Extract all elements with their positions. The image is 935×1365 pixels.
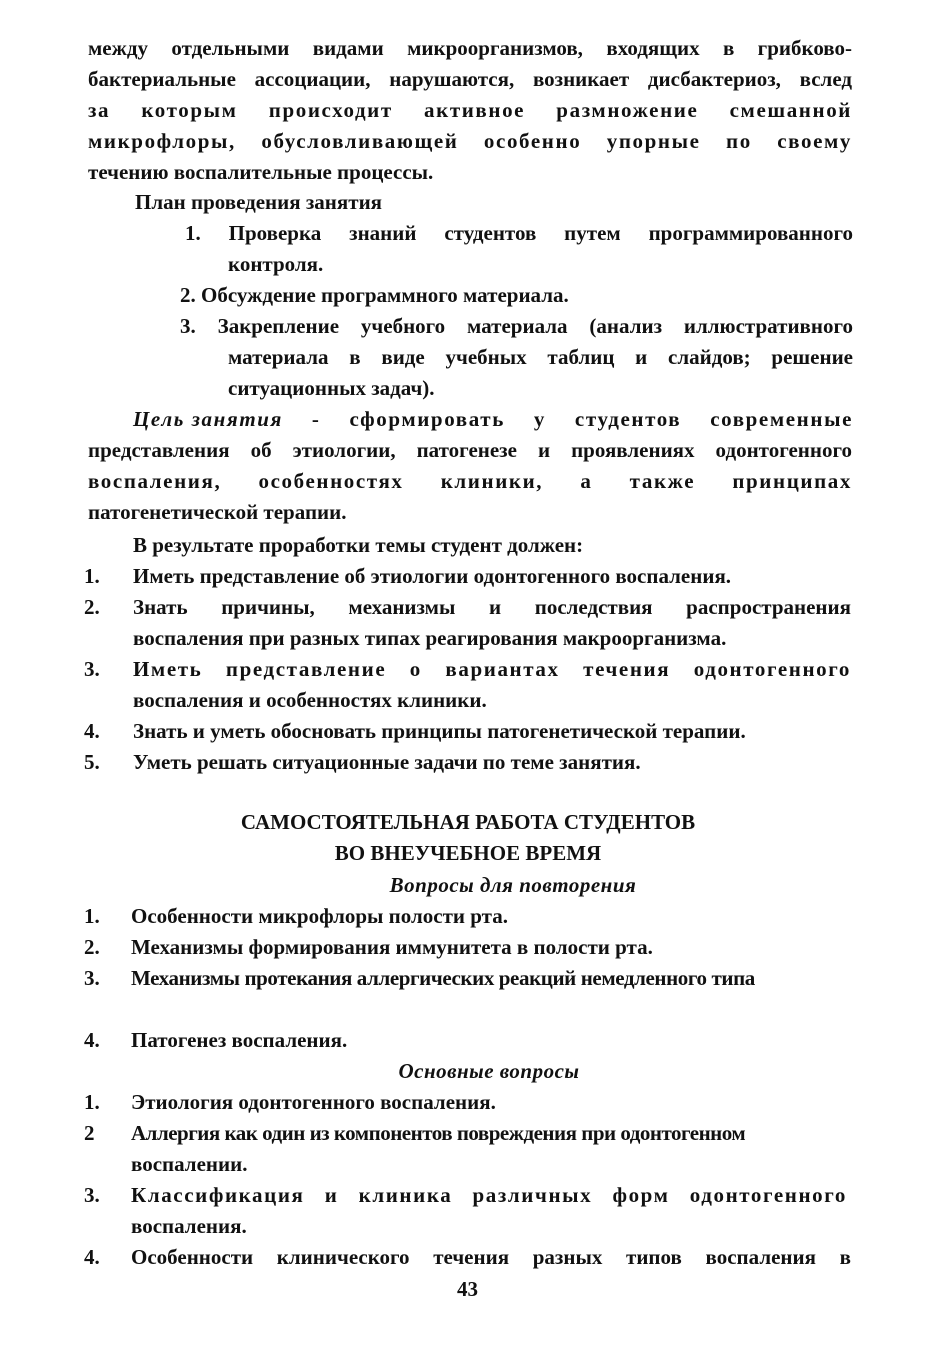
- goal-label: Цель занятия: [133, 407, 283, 431]
- intro-line: микрофлоры, обусловливающей особенно упорные по своему: [88, 129, 852, 153]
- outcome-number: 3.: [84, 657, 100, 681]
- plan-item-cont: ситуационных задач).: [228, 376, 435, 400]
- plan-item-cont: контроля.: [228, 252, 324, 276]
- plan-item: 3. Закрепление учебного материала (анализ иллюстративного: [180, 314, 853, 338]
- review-item: Механизмы протекания аллергических реакций немедленного типа: [131, 966, 755, 990]
- plan-item-cont: материала в виде учебных таблиц и слайдов; решение: [228, 345, 853, 369]
- review-title: Вопросы для повторения: [389, 873, 637, 897]
- main-item: Этиология одонтогенного воспаления.: [131, 1090, 496, 1114]
- review-number: 2.: [84, 935, 100, 959]
- main-item: Особенности клинического течения разных типов воспаления в: [131, 1245, 851, 1269]
- main-number: 3.: [84, 1183, 100, 1207]
- main-item: Классификация и клиника различных форм одонтогенного: [131, 1183, 847, 1207]
- plan-title: План проведения занятия: [135, 190, 383, 214]
- outcome-item-cont: воспаления при разных типах реагирования макроорганизма.: [133, 626, 727, 650]
- outcomes-title: В результате проработки темы студент должен:: [133, 533, 584, 557]
- main-item-cont: воспалении.: [131, 1152, 248, 1176]
- main-item: Аллергия как один из компонентов повреждения при одонтогенном: [131, 1121, 746, 1145]
- outcome-item-cont: воспаления и особенностях клиники.: [133, 688, 487, 712]
- page-number: 43: [457, 1277, 478, 1301]
- goal-line: воспаления, особенностях клиники, а также принципах: [88, 469, 852, 493]
- plan-item: 2. Обсуждение программного материала.: [180, 283, 569, 307]
- review-number: 4.: [84, 1028, 100, 1052]
- outcome-item: Иметь представление о вариантах течения одонтогенного: [133, 657, 851, 681]
- outcome-item: Уметь решать ситуационные задачи по теме занятия.: [133, 750, 641, 774]
- main-questions-title: Основные вопросы: [398, 1059, 580, 1083]
- review-item: Особенности микрофлоры полости рта.: [131, 904, 508, 928]
- review-item: Механизмы формирования иммунитета в полости рта.: [131, 935, 653, 959]
- outcome-item: Иметь представление об этиологии одонтогенного воспаления.: [133, 564, 732, 588]
- main-number: 4.: [84, 1245, 100, 1269]
- section-heading: ВО ВНЕУЧЕБНОЕ ВРЕМЯ: [334, 841, 602, 865]
- intro-line: между отдельными видами микроорганизмов, входящих в грибково-: [88, 36, 852, 60]
- main-item-cont: воспаления.: [131, 1214, 247, 1238]
- goal-line: представления об этиологии, патогенезе и проявлениях одонтогенного: [88, 438, 852, 462]
- outcome-number: 2.: [84, 595, 100, 619]
- intro-line: за которым происходит активное размножение смешанной: [88, 98, 852, 122]
- outcome-item: Знать и уметь обосновать принципы патогенетической терапии.: [133, 719, 746, 743]
- review-number: 1.: [84, 904, 100, 928]
- plan-item: 1. Проверка знаний студентов путем программированного: [185, 221, 853, 245]
- review-number: 3.: [84, 966, 100, 990]
- review-item: Патогенез воспаления.: [131, 1028, 348, 1052]
- main-number: 2: [84, 1121, 95, 1145]
- outcome-number: 1.: [84, 564, 100, 588]
- intro-line: бактериальные ассоциации, нарушаются, возникает дисбактериоз, вслед: [88, 67, 852, 91]
- goal-first-line: [133, 404, 853, 435]
- intro-line: течению воспалительные процессы.: [88, 160, 434, 184]
- outcome-item: Знать причины, механизмы и последствия распространения: [133, 595, 851, 619]
- goal-text: - сформировать у студентов современные: [282, 407, 853, 431]
- goal-line: патогенетической терапии.: [88, 500, 347, 524]
- outcome-number: 4.: [84, 719, 100, 743]
- main-number: 1.: [84, 1090, 100, 1114]
- section-heading: САМОСТОЯТЕЛЬНАЯ РАБОТА СТУДЕНТОВ: [240, 810, 696, 834]
- outcome-number: 5.: [84, 750, 100, 774]
